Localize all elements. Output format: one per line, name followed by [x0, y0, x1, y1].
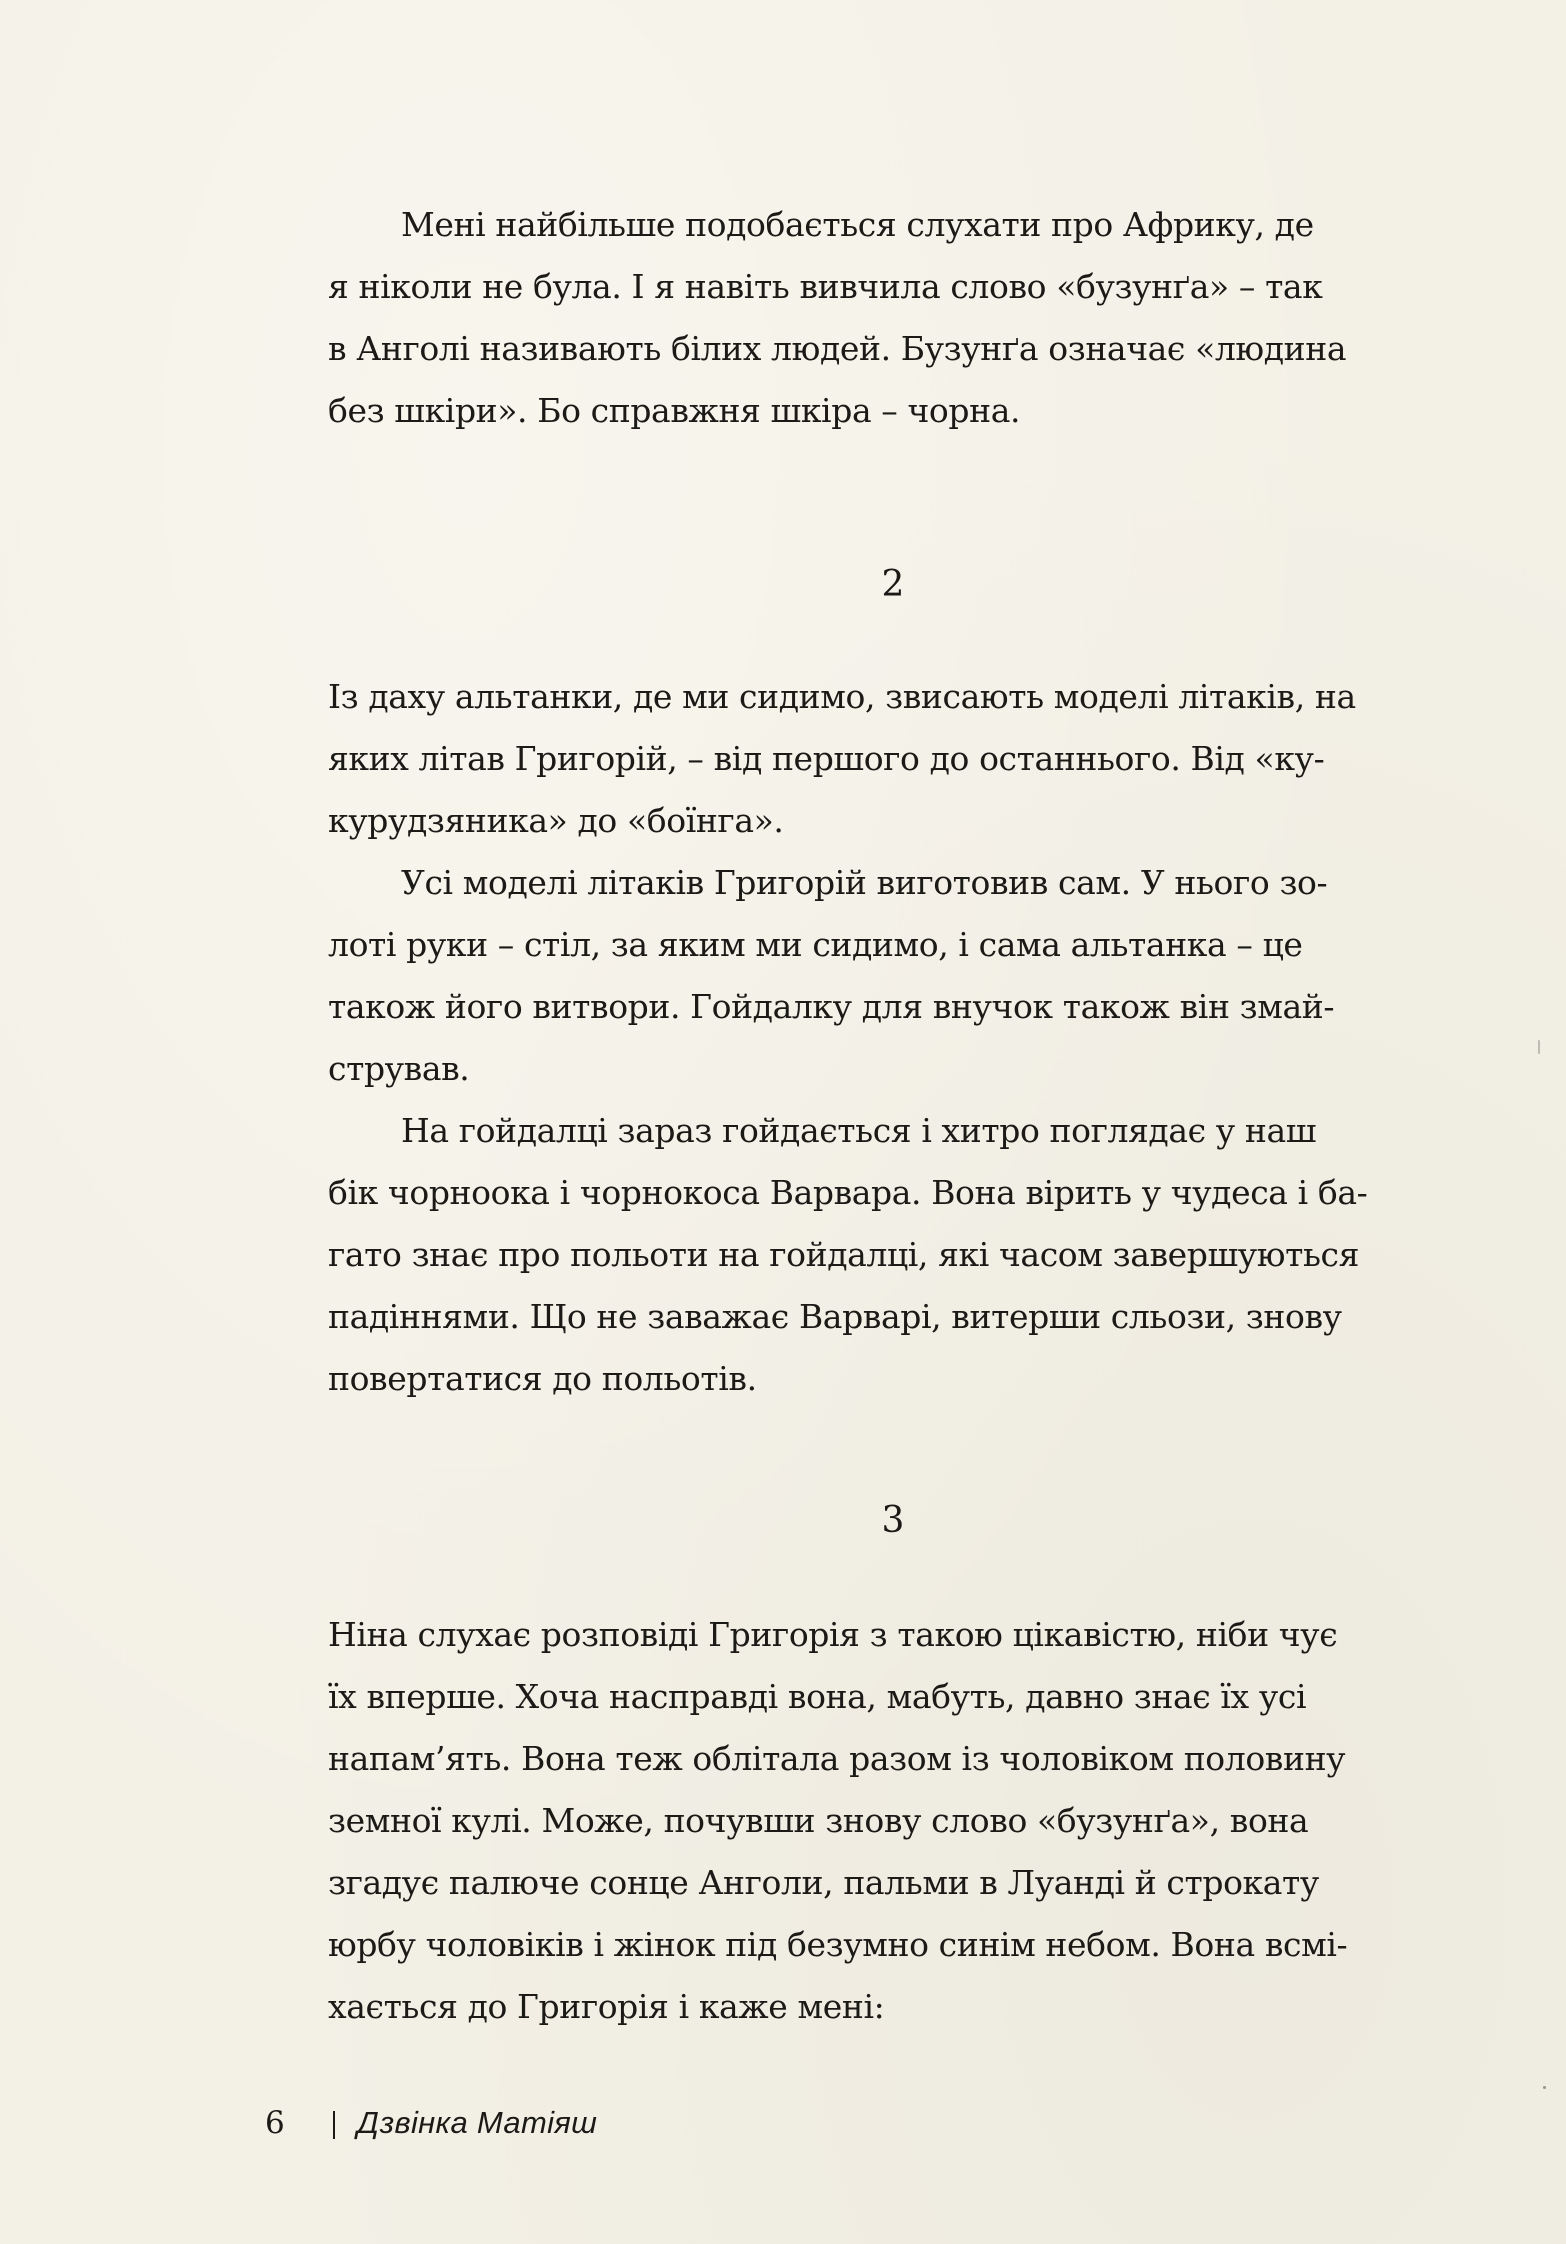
- paragraph-line: юрбу чоловіків і жінок під безумно синім небом. Вона всмі-: [328, 1925, 1348, 1964]
- paragraph-line: яких літав Григорій, – від першого до останнього. Від «ку-: [328, 739, 1325, 778]
- paper-speck: [1538, 1040, 1540, 1054]
- paragraph-line: падіннями. Що не заважає Варварі, витерши сльози, знову: [328, 1297, 1342, 1336]
- paragraph-line: гато знає про польоти на гойдалці, які часом завершуються: [328, 1235, 1360, 1274]
- paragraph-line: Ніна слухає розповіді Григорія з такою цікавістю, ніби чує: [328, 1615, 1338, 1654]
- paragraph-line: напам’ять. Вона теж облітала разом із чоловіком половину: [328, 1739, 1346, 1778]
- paragraph-line: згадує палюче сонце Анголи, пальми в Луанді й строкату: [328, 1863, 1319, 1902]
- paper-speck: [1543, 2086, 1546, 2089]
- paragraph-line: їх вперше. Хоча насправді вона, мабуть, давно знає їх усі: [328, 1677, 1307, 1716]
- paragraph-line: стрував.: [328, 1049, 470, 1088]
- section-number: 3: [881, 1500, 905, 1541]
- paragraph-line: без шкіри». Бо справжня шкіра – чорна.: [328, 391, 1021, 430]
- paragraph-line: бік чорноока і чорнокоса Варвара. Вона вірить у чудеса і ба-: [328, 1173, 1368, 1212]
- paragraph-line: повертатися до польотів.: [328, 1359, 757, 1398]
- section-number: 2: [881, 564, 905, 605]
- paragraph-line: лоті руки – стіл, за яким ми сидимо, і сама альтанка – це: [328, 925, 1303, 964]
- paragraph-line: На гойдалці зараз гойдається і хитро поглядає у наш: [401, 1111, 1317, 1150]
- page-footer: [265, 2098, 597, 2148]
- paragraph-line: в Анголі називають білих людей. Бузунґа означає «людина: [328, 329, 1347, 368]
- footer-divider: [333, 2111, 335, 2139]
- page-number: 6: [265, 2105, 285, 2141]
- paragraph-line: я ніколи не була. І я навіть вивчила слово «бузунґа» – так: [328, 267, 1323, 306]
- author-name: Дзвінка Матіяш: [357, 2105, 598, 2140]
- paragraph-line: Усі моделі літаків Григорій виготовив сам. У нього зо-: [401, 863, 1328, 902]
- paragraph-line: хається до Григорія і каже мені:: [328, 1987, 885, 2026]
- paragraph-line: Із даху альтанки, де ми сидимо, звисають моделі літаків, на: [328, 677, 1356, 716]
- paragraph-line: також його витвори. Гойдалку для внучок також він змай-: [328, 987, 1335, 1026]
- paragraph-line: земної кулі. Може, почувши знову слово «бузунґа», вона: [328, 1801, 1309, 1840]
- paragraph-line: курудзяника» до «боїнга».: [328, 801, 784, 840]
- paragraph-line: Мені найбільше подобається слухати про Африку, де: [401, 205, 1314, 244]
